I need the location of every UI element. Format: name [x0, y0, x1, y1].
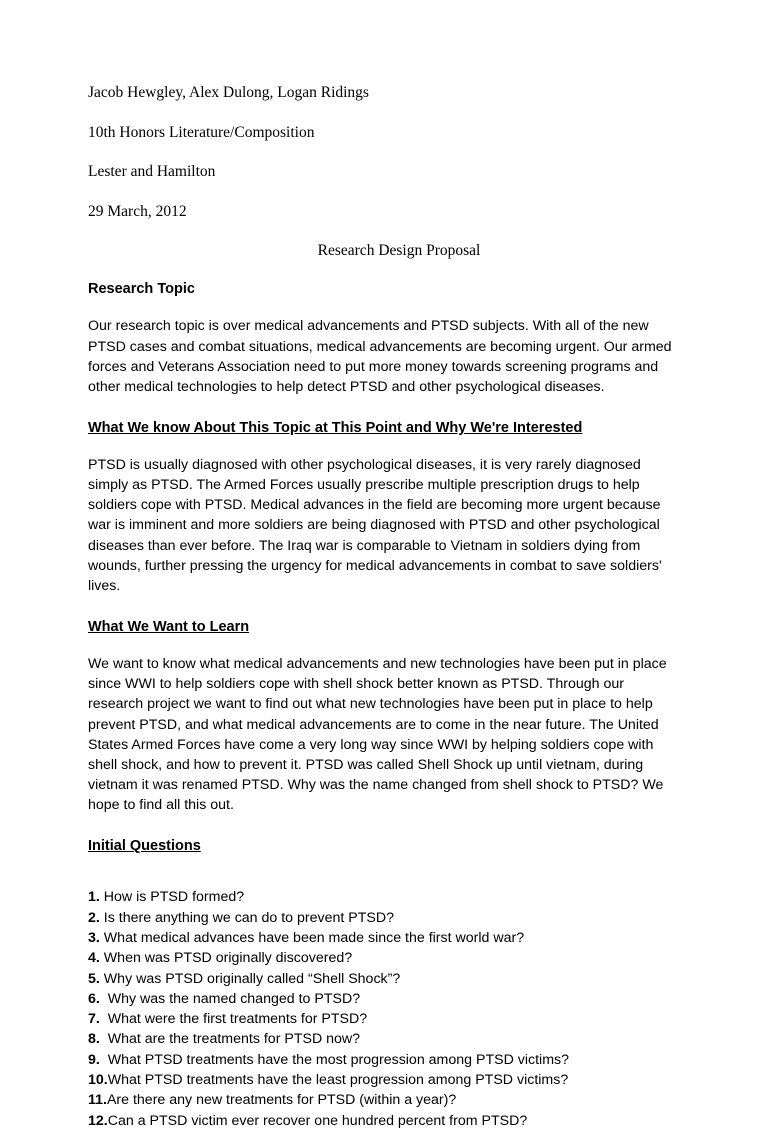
list-item: [88, 948, 680, 968]
question-text: What PTSD treatments have the least progression among PTSD victims?: [107, 1072, 569, 1089]
question-text: Why was the named changed to PTSD?: [99, 990, 361, 1007]
section-heading-initial-questions: Initial Questions: [88, 838, 201, 855]
spacer: [88, 873, 680, 887]
list-item: [88, 1050, 680, 1070]
list-item: [88, 969, 680, 989]
section-what-we-want-to-learn: [88, 618, 680, 815]
question-text: Are there any new treatments for PTSD (within a year)?: [106, 1092, 457, 1109]
section-heading-research-topic: Research Topic: [88, 281, 195, 298]
section-heading-wrap: [88, 419, 680, 446]
question-number: 1.: [88, 889, 100, 906]
section-research-topic: [88, 280, 680, 397]
question-number: 4.: [88, 950, 100, 967]
list-item: [88, 1111, 680, 1131]
question-number: 2.: [88, 909, 100, 926]
page-title: Research Design Proposal: [317, 242, 481, 260]
question-number: 12.: [88, 1112, 108, 1129]
question-number: 6.: [88, 990, 100, 1007]
question-text: Can a PTSD victim ever recover one hundred percent from PTSD?: [107, 1112, 528, 1129]
document-heading-block: [88, 84, 680, 221]
question-number: 3.: [88, 929, 100, 946]
question-text: What PTSD treatments have the most progression among PTSD victims?: [99, 1051, 569, 1068]
question-number: 11.: [88, 1092, 107, 1109]
section-heading-what-we-want-to-learn: What We Want to Learn: [88, 619, 250, 636]
list-item: [88, 887, 680, 907]
question-number: 10.: [88, 1072, 108, 1089]
question-text: What were the first treatments for PTSD?: [99, 1011, 368, 1028]
question-number: 5.: [88, 970, 100, 987]
section-body-what-we-want-to-learn: We want to know what medical advancements and new technologies have been put in place since WWI to help soldiers cope with shell shock better known as PTSD. Through our research project we want to find out what new technologies have been put in place to help prevent PTSD, and what medical advancements are to come in the near future. The United States Armed Forces have come a very long way since WWI by helping soldiers cope with shell shock, and how to prevent it. PTSD was called Shell Shock up until vietnam, during vietnam it was renamed PTSD. Why was the name changed from shell shock to PTSD? We hope to find all this out.: [88, 656, 667, 814]
list-item: [88, 1029, 680, 1049]
question-number: 7.: [88, 1011, 100, 1028]
question-text: What medical advances have been made since the first world war?: [99, 929, 525, 946]
heading-line-instructors: Lester and Hamilton: [88, 163, 216, 181]
initial-questions-list: [88, 887, 680, 1131]
list-item: [88, 1070, 680, 1090]
section-initial-questions: [88, 837, 680, 1131]
section-heading-wrap: [88, 618, 680, 645]
section-body-research-topic: Our research topic is over medical advancements and PTSD subjects. With all of the new PTSD cases and combat situations, medical advancements are becoming urgent. Our armed forces and Veterans Association need to put more money towards screening programs and other medical technologies to help detect PTSD and other psychological diseases.: [88, 318, 672, 395]
list-item: [88, 1090, 680, 1110]
question-text: How is PTSD formed?: [99, 889, 245, 906]
heading-line-authors: Jacob Hewgley, Alex Dulong, Logan Ridings: [88, 84, 369, 101]
section-heading-what-we-know: What We know About This Topic at This Point and Why We're Interested: [88, 420, 583, 436]
section-what-we-know: [88, 419, 680, 596]
question-text: What are the treatments for PTSD now?: [99, 1031, 361, 1048]
section-body-what-we-know: PTSD is usually diagnosed with other psychological diseases, it is very rarely diagnosed simply as PTSD. The Armed Forces usually prescribe multiple prescription drugs to help soldiers cope with PTSD. Medical advances in the field are becoming more urgent because war is imminent and more soldiers are being diagnosed with PTSD and other psychological diseases than ever before. The Iraq war is comparable to Vietnam in soldiers dying from wounds, further pressing the urgency for medical advancements in combat to save soldiers' lives.: [88, 457, 662, 594]
question-number: 9.: [88, 1051, 100, 1068]
list-item: [88, 989, 680, 1009]
section-heading-wrap: [88, 837, 680, 864]
heading-line-course: 10th Honors Literature/Composition: [88, 123, 315, 141]
question-text: Why was PTSD originally called “Shell Shock”?: [99, 970, 401, 987]
list-item: [88, 908, 680, 928]
heading-line-date: 29 March, 2012: [88, 202, 187, 220]
list-item: [88, 928, 680, 948]
question-text: Is there anything we can do to prevent PTSD?: [99, 909, 395, 926]
list-item: [88, 1009, 680, 1029]
question-number: 8.: [88, 1031, 100, 1048]
question-text: When was PTSD originally discovered?: [99, 950, 353, 967]
section-heading-wrap: [88, 280, 680, 307]
